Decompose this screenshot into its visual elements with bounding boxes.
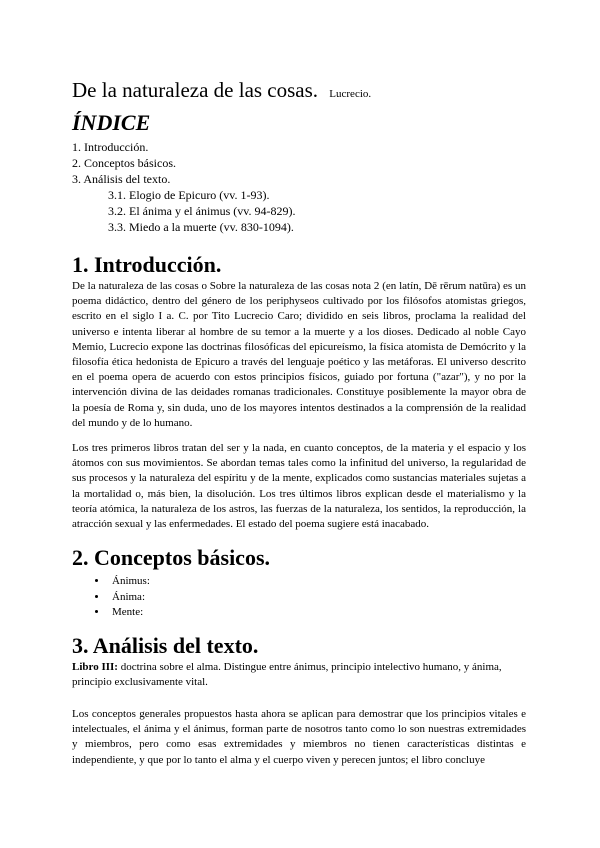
book-iii-paragraph [72, 660, 526, 690]
section-heading-analysis: 3. Análisis del texto. [72, 633, 259, 658]
table-of-contents [72, 139, 296, 235]
concepts-list [72, 574, 150, 621]
toc-item: 1. Introducción. [72, 140, 149, 154]
section-heading-introduction: 1. Introducción. [72, 252, 222, 277]
list-item: • Mente: [108, 605, 150, 621]
toc-subitem: 3.2. El ánima y el ánimus (vv. 94-829). [108, 204, 296, 218]
book-text: doctrina sobre el alma. Distingue entre ánimus, principio intelectivo humano, y ánima, principio exclusivamente vital. [72, 661, 502, 689]
toc-item: 3. Análisis del texto. [72, 172, 171, 186]
analysis-paragraph: Los conceptos generales propuestos hasta ahora se aplican para demostrar que los principios vitales e intelectuales, el ánima y el ánimus, forman parte de nosotros tanto como lo son nuestras extremidades y miembros, pero como esas extremidades y miembros no tienen características distintas e independiente, y que por lo tanto el alma y el cuerpo viven y perecen juntos; el libro concluye [72, 708, 526, 766]
author-name: Lucrecio. [329, 88, 372, 100]
intro-paragraph-2: Los tres primeros libros tratan del ser y la nada, en cuanto conceptos, de la materia y el espacio y los átomos con sus movimientos. Se abordan temas tales como la infinitud del universo, la regularidad de sus procesos y la naturaleza del espíritu y de la mente, explicados como sustancias materiales sujetas a la mortalidad o, más bien, la disolución. Los tres últimos libros explican desde el materialismo y la teoría atómica, la naturaleza de los astros, las fuerzas de la naturaleza, los sentidos, la reproducción, la atracción sexual y las enfermedades. El estado del poema sugiere está inacabado. [72, 442, 526, 531]
list-item: • Ánima: [108, 590, 150, 606]
section-heading-concepts: 2. Conceptos básicos. [72, 545, 271, 570]
document-title [72, 78, 371, 103]
toc-item: 2. Conceptos básicos. [72, 156, 176, 170]
intro-paragraph-1: De la naturaleza de las cosas o Sobre la naturaleza de las cosas nota 2 (en latín, Dē rērum natūra) es un poema didáctico, dentro del género de los periphyseos cultivado por los filósofos atomistas griegos, escrito en el siglo I a. C. por Tito Lucrecio Caro; dividido en seis libros, proclama la realidad del universo e intenta liberar al hombre de su temor a la muerte y a los dioses. Dedicado al noble Cayo Memio, Lucrecio expone las doctrinas filosóficas del epicureísmo, la física atomista de Demócrito y la filosofía ética hedonista de Epicuro a través del lenguaje poético y las metáforas. El universo descrito en el poema opera de acuerdo con estos principios físicos, guiado por fortuna ("azar"), y no por la intervención divina de las deidades romanas tradicionales. Constituye posiblemente la mayor obra de la poesía de Roma y, sin duda, uno de los mayores intentos destinados a la comprensión de la realidad del mundo y de lo humano. [72, 280, 526, 429]
toc-subitem: 3.1. Elogio de Epicuro (vv. 1-93). [108, 188, 270, 202]
list-item: • Ánimus: [108, 574, 150, 590]
title-text: De la naturaleza de las cosas. [72, 78, 319, 102]
index-heading: ÍNDICE [72, 110, 151, 135]
toc-subitem: 3.3. Miedo a la muerte (vv. 830-1094). [108, 220, 294, 234]
book-label: Libro III: [72, 661, 118, 673]
